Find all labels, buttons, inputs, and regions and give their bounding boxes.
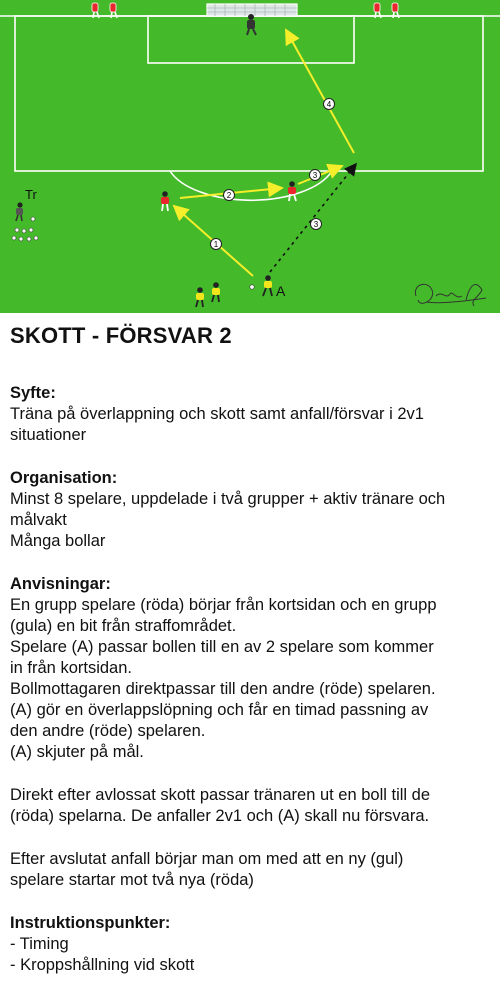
trainer-label: Tr xyxy=(25,187,37,202)
drill-description xyxy=(10,323,492,976)
anvisningar-line: in från kortsidan. xyxy=(10,659,132,677)
organisation-line: Minst 8 spelare, uppdelade i två grupper + aktiv tränare och xyxy=(10,490,446,508)
page-title: SKOTT - FÖRSVAR 2 xyxy=(10,323,232,348)
section-efter xyxy=(10,849,492,891)
step-marker-1 xyxy=(211,239,222,250)
step-1-label: 1 xyxy=(213,240,219,249)
section-syfte xyxy=(10,383,492,446)
organisation-line: målvakt xyxy=(10,511,67,529)
step-marker-4 xyxy=(324,99,335,110)
pitch-svg xyxy=(0,0,500,313)
syfte-line: situationer xyxy=(10,426,87,444)
step-marker-3b xyxy=(311,219,322,230)
efter-line: Efter avslutat anfall börjar man om med att en ny (gul) xyxy=(10,850,404,868)
anvisningar-heading: Anvisningar: xyxy=(10,575,111,593)
syfte-line: Träna på överlappning och skott samt anfall/försvar i 2v1 xyxy=(10,405,424,423)
organisation-line: Många bollar xyxy=(10,532,106,550)
step-marker-3a xyxy=(310,170,321,181)
anvisningar-line: (A) gör en överlappslöpning och får en timad passning av xyxy=(10,701,429,719)
instruktion-line: - Timing xyxy=(10,935,69,953)
anvisningar-line: Spelare (A) passar bollen till en av 2 spelare som kommer xyxy=(10,638,434,656)
organisation-heading: Organisation: xyxy=(10,469,118,487)
section-anvisningar xyxy=(10,574,492,763)
anvisningar-line: (A) skjuter på mål. xyxy=(10,743,144,761)
step-3a-label: 3 xyxy=(312,171,318,180)
efter-line: spelare startar mot två nya (röda) xyxy=(10,871,254,889)
direkt-line: Direkt efter avlossat skott passar tränaren ut en boll till de xyxy=(10,786,431,804)
step-3b-label: 3 xyxy=(313,220,319,229)
step-marker-2 xyxy=(224,190,235,201)
section-organisation xyxy=(10,468,492,552)
direkt-line: (röda) spelarna. De anfaller 2v1 och (A) skall nu försvara. xyxy=(10,807,430,825)
instruktion-heading: Instruktionspunkter: xyxy=(10,914,171,932)
drill-diagram xyxy=(0,0,500,313)
anvisningar-line: Bollmottagaren direktpassar till den andre (röde) spelaren. xyxy=(10,680,436,698)
section-direkt xyxy=(10,785,492,827)
player-a-label: A xyxy=(276,283,286,299)
anvisningar-line: (gula) en bit från straffområdet. xyxy=(10,617,237,635)
section-instruktion xyxy=(10,913,492,976)
anvisningar-line: En grupp spelare (röda) börjar från kortsidan och en grupp xyxy=(10,596,437,614)
instruktion-line: - Kroppshållning vid skott xyxy=(10,956,195,974)
anvisningar-line: den andre (röde) spelaren. xyxy=(10,722,206,740)
step-4-label: 4 xyxy=(326,100,332,109)
syfte-heading: Syfte: xyxy=(10,384,56,402)
grass xyxy=(0,0,500,313)
step-2-label: 2 xyxy=(226,191,232,200)
